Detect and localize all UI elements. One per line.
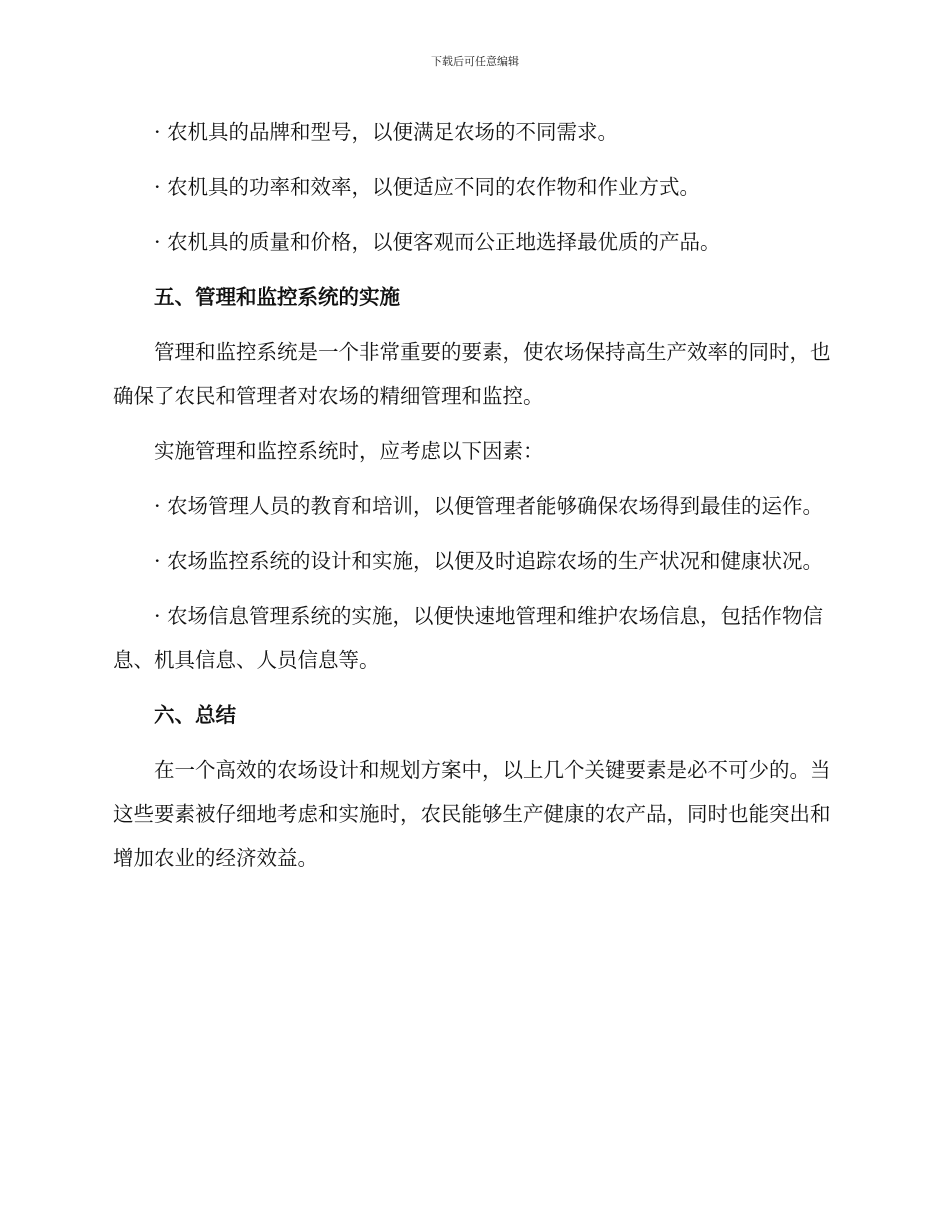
bullet-machinery-power: · 农机具的功率和效率，以便适应不同的农作物和作业方式。 bbox=[154, 175, 701, 199]
bullet-information-system: · 农场信息管理系统的实施，以便快速地管理和维护农场信息，包括作物信息、机具信息、人员信息等。 bbox=[113, 604, 824, 672]
section-heading-management: 五、管理和监控系统的实施 bbox=[154, 285, 400, 309]
paragraph-management-factors: 实施管理和监控系统时，应考虑以下因素： bbox=[154, 439, 544, 463]
bullet-staff-training: · 农场管理人员的教育和培训，以便管理者能够确保农场得到最佳的运作。 bbox=[154, 494, 824, 518]
bullet-monitoring-system: · 农场监控系统的设计和实施，以便及时追踪农场的生产状况和健康状况。 bbox=[154, 549, 824, 573]
bullet-machinery-quality: · 农机具的质量和价格，以便客观而公正地选择最优质的产品。 bbox=[154, 230, 721, 254]
paragraph-management-intro: 管理和监控系统是一个非常重要的要素，使农场保持高生产效率的同时，也确保了农民和管理者对农场的精细管理和监控。 bbox=[113, 340, 831, 408]
section-heading-summary: 六、总结 bbox=[154, 703, 236, 727]
page-header: 下载后可任意编辑 bbox=[431, 55, 519, 68]
paragraph-summary: 在一个高效的农场设计和规划方案中，以上几个关键要素是必不可少的。当这些要素被仔细地考虑和实施时，农民能够生产健康的农产品，同时也能突出和增加农业的经济效益。 bbox=[113, 758, 831, 870]
bullet-machinery-brand: · 农机具的品牌和型号，以便满足农场的不同需求。 bbox=[154, 120, 619, 144]
document-body bbox=[113, 110, 833, 880]
